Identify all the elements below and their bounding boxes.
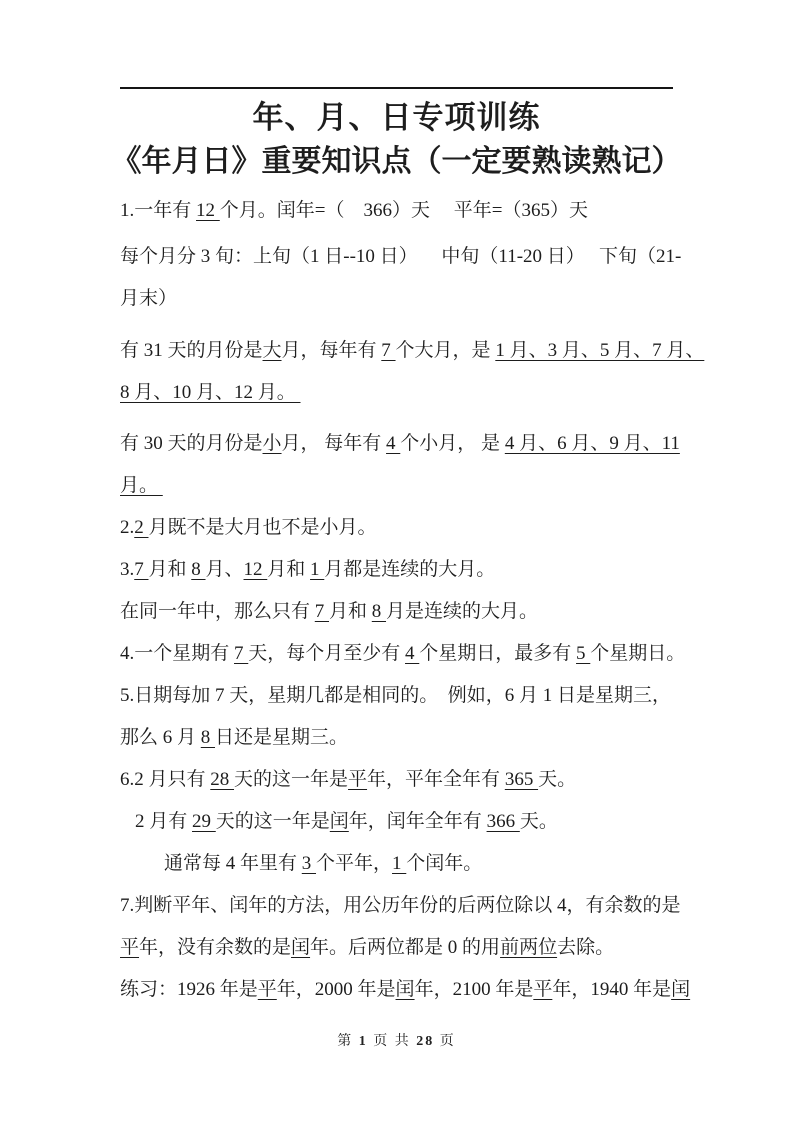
text-line bbox=[120, 236, 685, 278]
text-line bbox=[120, 633, 685, 675]
text-segment: 日还是星期三。 bbox=[215, 727, 349, 748]
text-segment: 有 31 天的月份是 bbox=[120, 340, 263, 361]
text-segment: 年，2100 年是 bbox=[414, 979, 534, 1000]
text-segment: 1.一年有 bbox=[120, 200, 197, 221]
text-line bbox=[120, 278, 685, 320]
doc-title: 年、月、日专项训练 bbox=[252, 100, 541, 135]
underlined-text: 365 bbox=[504, 769, 539, 790]
underlined-text: 月。 bbox=[120, 475, 163, 496]
text-segment: 练习：1926 年是 bbox=[120, 979, 258, 1000]
text-segment: 2. bbox=[120, 517, 135, 538]
doc-body bbox=[120, 190, 705, 1011]
text-segment: 月，每年有 bbox=[281, 340, 382, 361]
text-line bbox=[120, 507, 685, 549]
underlined-text: 8 月、10 月、12 月。 bbox=[120, 382, 301, 403]
text-segment: 个星期日，最多有 bbox=[419, 643, 577, 664]
text-line bbox=[120, 330, 705, 372]
text-segment: 个闰年。 bbox=[406, 853, 483, 874]
text-segment: 5.日期每加 7 天，星期几都是相同的。 例如，6 月 1 日是星期三， bbox=[120, 685, 672, 706]
text-segment: 个月。闰年=（ 366）天 平年=（365）天 bbox=[219, 200, 588, 221]
underlined-text: 7 bbox=[234, 643, 249, 664]
text-segment: 月都是连续的大月。 bbox=[324, 559, 496, 580]
underlined-text: 29 bbox=[192, 811, 216, 832]
text-segment: 6.2 月只有 bbox=[120, 769, 211, 790]
underlined-text: 前两位 bbox=[500, 937, 558, 958]
text-segment: 4.一个星期有 bbox=[120, 643, 235, 664]
underlined-text: 7 bbox=[314, 601, 330, 622]
footer-text: 第 bbox=[337, 1034, 359, 1049]
text-segment: 那么 6 月 bbox=[120, 727, 201, 748]
underlined-text: 平 bbox=[533, 979, 553, 1000]
text-segment: 个小月， 是 bbox=[400, 433, 505, 454]
text-segment: 天，每个月至少有 bbox=[248, 643, 406, 664]
text-segment: 天。 bbox=[538, 769, 577, 790]
text-segment: 年。后两位都是 0 的用 bbox=[310, 937, 501, 958]
text-segment: 在同一年中，那么只有 bbox=[120, 601, 315, 622]
text-line bbox=[120, 759, 685, 801]
underlined-text: 12 bbox=[243, 559, 268, 580]
text-line bbox=[120, 801, 685, 843]
underlined-text: 1 bbox=[392, 853, 407, 874]
underlined-text: 28 bbox=[210, 769, 235, 790]
text-segment: 月、 bbox=[205, 559, 244, 580]
underlined-text: 闰 bbox=[395, 979, 415, 1000]
underlined-text: 平 bbox=[348, 769, 368, 790]
page-number: 1 bbox=[358, 1034, 368, 1049]
text-segment: 2 月有 bbox=[135, 811, 193, 832]
text-segment: 月和 bbox=[329, 601, 372, 622]
doc-subtitle: 《年月日》重要知识点（一定要熟读熟记） bbox=[111, 145, 682, 178]
underlined-text: 平 bbox=[120, 937, 140, 958]
text-line bbox=[120, 843, 685, 885]
underlined-text: 7 bbox=[134, 559, 149, 580]
underlined-text: 小 bbox=[262, 433, 282, 454]
underlined-text: 4 月、6 月、9 月、11 bbox=[504, 433, 680, 454]
text-segment: 天。 bbox=[519, 811, 558, 832]
text-segment: 月是连续的大月。 bbox=[386, 601, 539, 622]
underlined-text: 闰 bbox=[671, 979, 691, 1000]
underlined-text: 4 bbox=[386, 433, 401, 454]
text-line bbox=[120, 465, 685, 507]
text-segment: 月， 每年有 bbox=[281, 433, 387, 454]
text-line bbox=[120, 885, 685, 927]
text-segment: 月末） bbox=[120, 288, 178, 309]
text-segment: 年，平年全年有 bbox=[367, 769, 505, 790]
underlined-text: 8 bbox=[191, 559, 206, 580]
underlined-text: 4 bbox=[405, 643, 420, 664]
text-line bbox=[120, 675, 685, 717]
text-segment: 3. bbox=[120, 559, 135, 580]
page-number: 28 bbox=[416, 1034, 435, 1049]
underlined-text: 平 bbox=[257, 979, 277, 1000]
underlined-text: 1 bbox=[310, 559, 325, 580]
underlined-text: 12 bbox=[196, 200, 220, 221]
text-line bbox=[120, 717, 685, 759]
text-segment: 天的这一年是 bbox=[234, 769, 349, 790]
text-segment: 去除。 bbox=[557, 937, 615, 958]
text-segment: 月和 bbox=[148, 559, 192, 580]
underlined-text: 1 月、3 月、5 月、7 月、 bbox=[495, 340, 705, 361]
underlined-text: 366 bbox=[486, 811, 520, 832]
underlined-text: 大 bbox=[262, 340, 282, 361]
text-segment: 年，2000 年是 bbox=[276, 979, 396, 1000]
text-segment: 个大月，是 bbox=[395, 340, 496, 361]
underlined-text: 8 bbox=[200, 727, 216, 748]
header-rule bbox=[120, 87, 673, 89]
text-line bbox=[120, 927, 685, 969]
text-segment: 个平年， bbox=[316, 853, 393, 874]
underlined-text: 闰 bbox=[329, 811, 349, 832]
text-segment: 每个月分 3 旬：上旬（1 日--10 日） 中旬（11-20 日） 下旬（21- bbox=[120, 246, 682, 267]
text-segment: 月和 bbox=[267, 559, 311, 580]
text-line bbox=[120, 190, 685, 232]
underlined-text: 闰 bbox=[291, 937, 311, 958]
underlined-text: 2 bbox=[134, 517, 149, 538]
text-line bbox=[120, 423, 685, 465]
text-segment: 个星期日。 bbox=[590, 643, 686, 664]
text-segment: 有 30 天的月份是 bbox=[120, 433, 263, 454]
footer-text: 页 共 bbox=[367, 1034, 417, 1049]
text-segment: 天的这一年是 bbox=[215, 811, 330, 832]
text-line bbox=[120, 969, 691, 1011]
text-line bbox=[120, 591, 685, 633]
text-segment: 7.判断平年、闰年的方法，用公历年份的后两位除以 4，有余数的是 bbox=[120, 895, 681, 916]
text-segment: 年，闰年全年有 bbox=[348, 811, 487, 832]
text-segment: 年，1940 年是 bbox=[552, 979, 672, 1000]
underlined-text: 7 bbox=[381, 340, 396, 361]
text-segment: 年，没有余数的是 bbox=[139, 937, 292, 958]
page-footer bbox=[0, 1030, 793, 1050]
underlined-text: 5 bbox=[576, 643, 591, 664]
underlined-text: 3 bbox=[301, 853, 317, 874]
underlined-text: 8 bbox=[371, 601, 387, 622]
text-line bbox=[120, 549, 685, 591]
text-segment: 通常每 4 年里有 bbox=[164, 853, 302, 874]
footer-text: 页 bbox=[434, 1034, 456, 1049]
text-line bbox=[120, 372, 685, 414]
text-segment: 月既不是大月也不是小月。 bbox=[148, 517, 377, 538]
